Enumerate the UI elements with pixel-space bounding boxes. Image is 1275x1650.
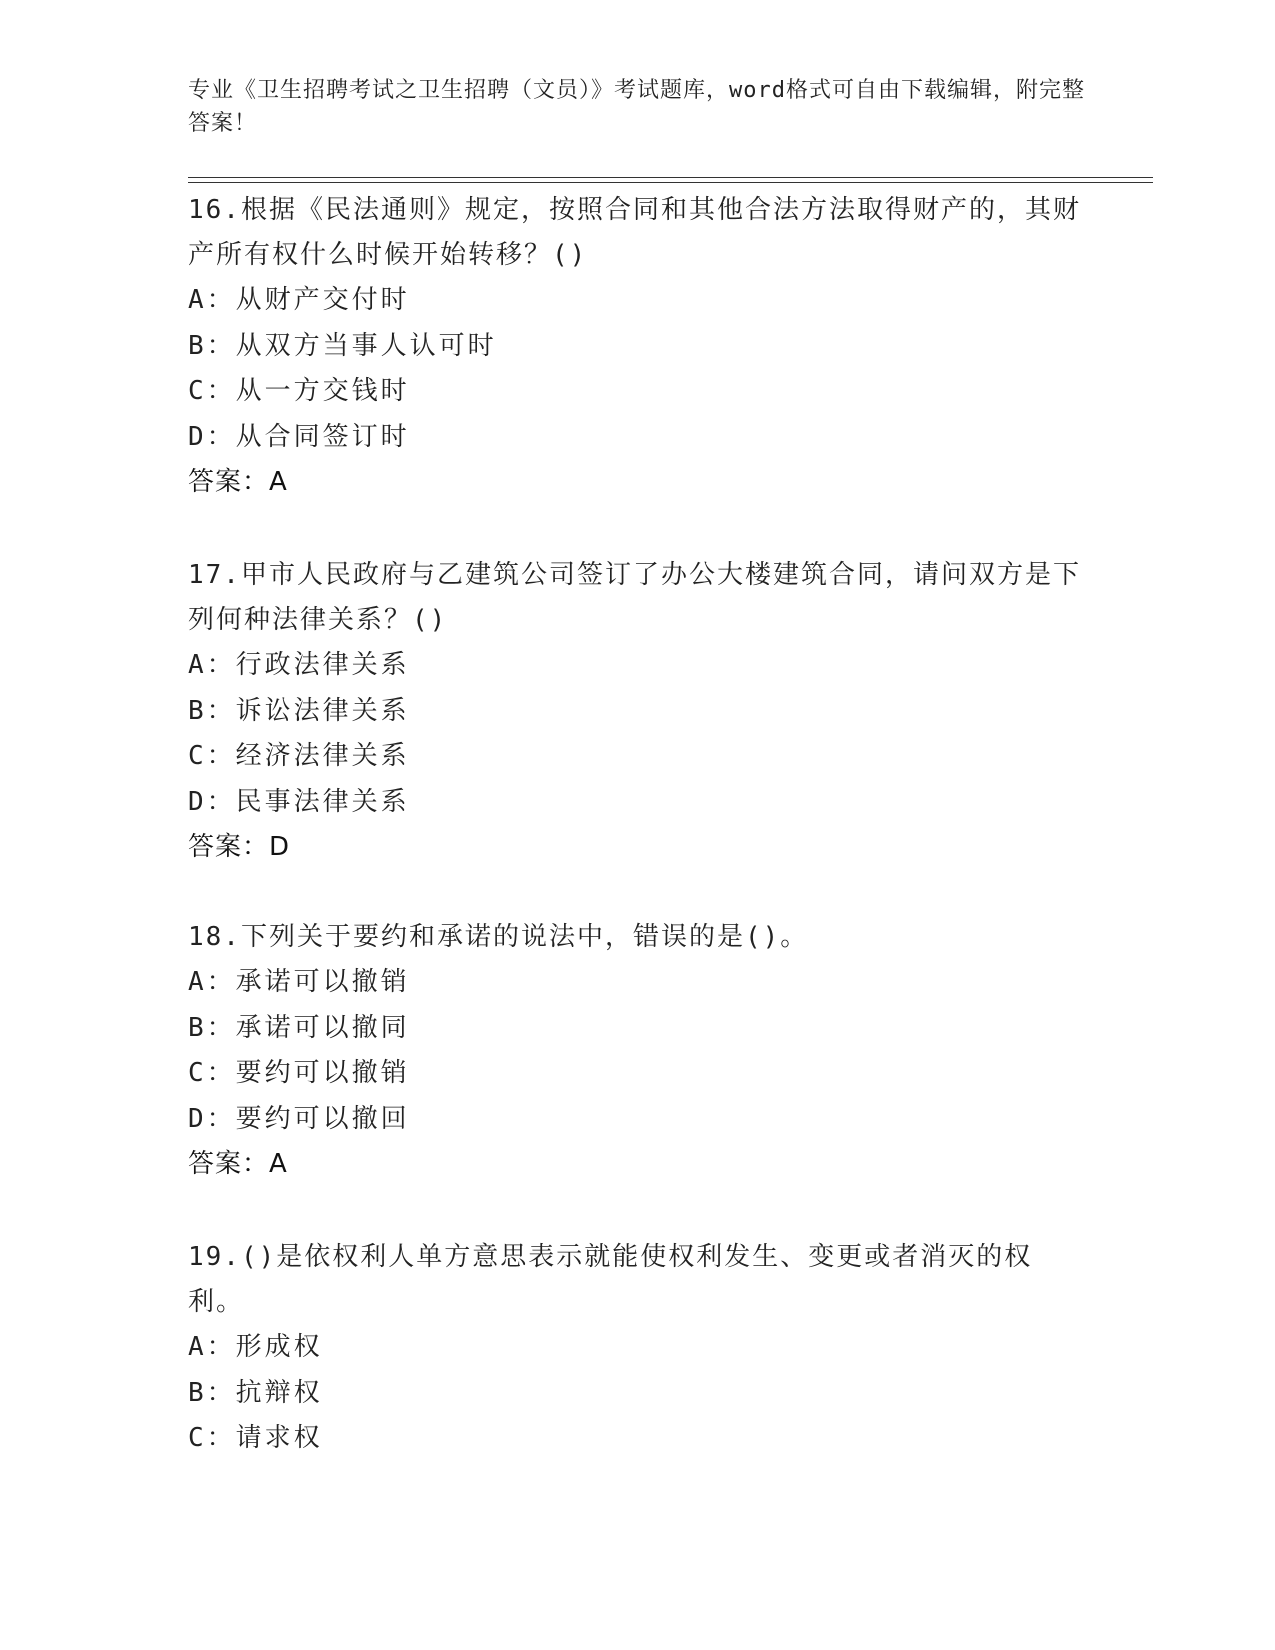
question-17 — [188, 553, 1088, 870]
option-b: B：抗辩权 — [188, 1377, 323, 1408]
option-b: B：从双方当事人认可时 — [188, 330, 497, 361]
header-divider-top — [188, 177, 1153, 178]
option-d: D：从合同签订时 — [188, 421, 410, 452]
option-b: B：诉讼法律关系 — [188, 695, 410, 726]
header-divider-bottom — [188, 182, 1153, 183]
option-c: C：从一方交钱时 — [188, 376, 410, 406]
option-a: A：承诺可以撤销 — [188, 967, 410, 997]
option-d: D：民事法律关系 — [188, 786, 410, 817]
question-stem: 18.下列关于要约和承诺的说法中，错误的是()。 — [188, 922, 809, 952]
option-c: C：请求权 — [188, 1423, 323, 1453]
question-19 — [188, 1235, 1088, 1462]
option-c: C：经济法律关系 — [188, 741, 410, 771]
option-d: D：要约可以撤回 — [188, 1103, 410, 1134]
question-stem: 17.甲市人民政府与乙建筑公司签订了办公大楼建筑合同，请问双方是下列何种法律关系？() — [188, 560, 1081, 635]
option-a: A：形成权 — [188, 1332, 323, 1362]
answer-line: 答案：D — [188, 832, 291, 862]
question-16 — [188, 188, 1088, 505]
option-b: B：承诺可以撤同 — [188, 1012, 410, 1043]
question-18 — [188, 915, 1088, 1187]
question-stem: 16.根据《民法通则》规定，按照合同和其他合法方法取得财产的，其财产所有权什么时候开始转移？() — [188, 195, 1081, 270]
option-a: A：从财产交付时 — [188, 285, 410, 315]
option-a: A：行政法律关系 — [188, 650, 410, 680]
question-stem: 19.()是依权利人单方意思表示就能使权利发生、变更或者消灭的权利。 — [188, 1242, 1033, 1317]
option-c: C：要约可以撤销 — [188, 1058, 410, 1088]
answer-line: 答案：A — [188, 467, 288, 497]
answer-line: 答案：A — [188, 1149, 288, 1179]
document-description: 专业《卫生招聘考试之卫生招聘（文员）》考试题库，word格式可自由下载编辑，附完整答案！ — [188, 78, 1085, 136]
